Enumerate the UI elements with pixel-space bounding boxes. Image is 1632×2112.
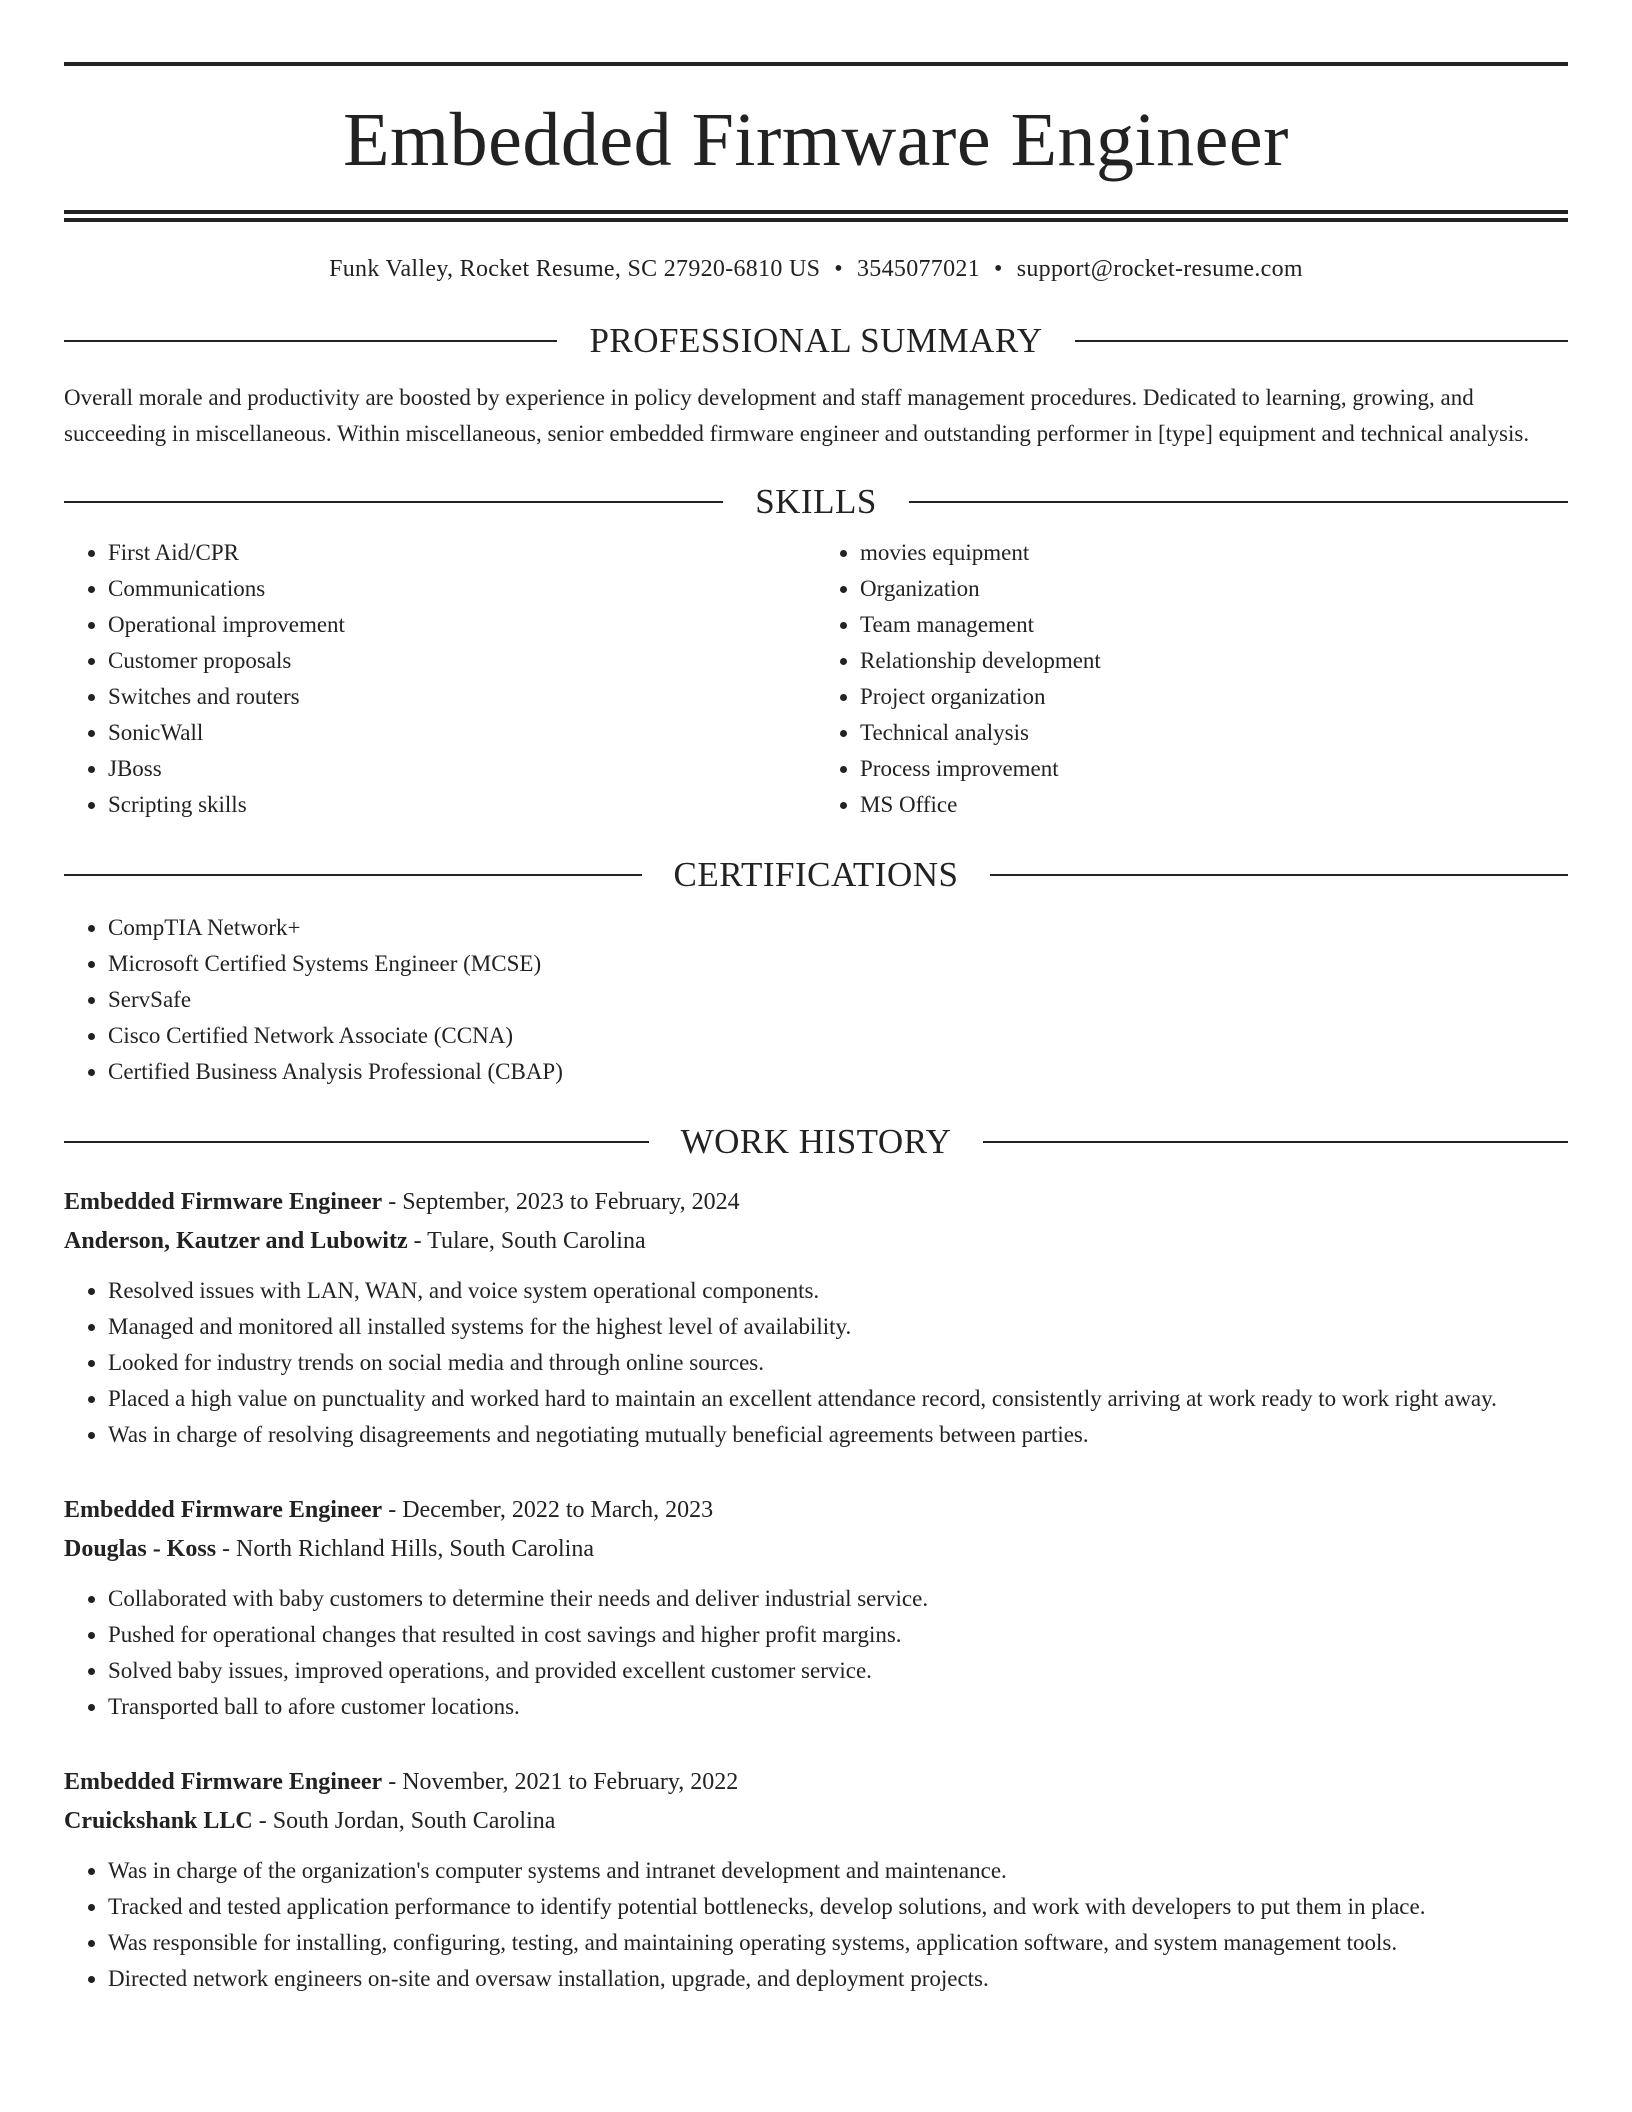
skill-item: • MS Office: [860, 787, 1568, 823]
contact-address: Funk Valley, Rocket Resume, SC 27920-6810 US: [329, 256, 821, 282]
certification-item: • Microsoft Certified Systems Engineer (MCSE): [108, 946, 1568, 982]
skill-item: • First Aid/CPR: [108, 535, 816, 571]
summary-text: Overall morale and productivity are boosted by experience in policy development and staff management procedures. Dedicated to learning, growing, and succeeding in miscellaneous. Within miscellaneous, senior embedded firmware engineer and outstanding performer in [type] equipment and technical analysis.: [64, 385, 1530, 446]
job-dates: - December, 2022 to March, 2023: [382, 1497, 714, 1523]
skill-item: • Relationship development: [860, 643, 1568, 679]
job-company: Douglas - Koss: [64, 1536, 217, 1562]
skill-item: • Team management: [860, 607, 1568, 643]
job-entry: [64, 1763, 1568, 1997]
contact-line: [64, 256, 1568, 283]
job-entry: [64, 1491, 1568, 1725]
certification-item: • CompTIA Network+: [108, 910, 1568, 946]
top-rule: [64, 62, 1568, 66]
work-history-heading: [64, 1124, 1568, 1159]
skill-item: • Project organization: [860, 679, 1568, 715]
skill-item: • Scripting skills: [108, 787, 816, 823]
job-bullets: [64, 1273, 1568, 1453]
skills-list-right: [816, 535, 1568, 823]
heading-rule: [64, 340, 557, 342]
certification-item: • ServSafe: [108, 982, 1568, 1018]
certifications-list: [64, 910, 1568, 1090]
certifications-heading: [64, 857, 1568, 892]
job-title-line: [64, 1491, 1568, 1530]
contact-separator: •: [834, 256, 843, 282]
skill-item: • Process improvement: [860, 751, 1568, 787]
heading-rule: [1075, 340, 1568, 342]
work-history-title: WORK HISTORY: [680, 1122, 952, 1161]
job-dates: - September, 2023 to February, 2024: [382, 1189, 740, 1215]
job-bullet: • Looked for industry trends on social media and through online sources.: [108, 1345, 1568, 1381]
job-role: Embedded Firmware Engineer: [64, 1497, 383, 1523]
job-company-line: [64, 1530, 1568, 1569]
skill-item: • movies equipment: [860, 535, 1568, 571]
job-location: - Tulare, South Carolina: [407, 1228, 646, 1254]
job-bullet: • Managed and monitored all installed systems for the highest level of availability.: [108, 1309, 1568, 1345]
skills-title: SKILLS: [755, 482, 877, 521]
skill-item: • SonicWall: [108, 715, 816, 751]
heading-rule: [64, 874, 642, 876]
heading-rule: [983, 1141, 1568, 1143]
skill-item: • Technical analysis: [860, 715, 1568, 751]
job-bullets: [64, 1581, 1568, 1725]
skills-list-left: [64, 535, 816, 823]
heading-rule: [909, 501, 1568, 503]
job-bullet: • Directed network engineers on-site and oversaw installation, upgrade, and deployment projects.: [108, 1961, 1568, 1997]
job-company: Cruickshank LLC: [64, 1808, 253, 1834]
certification-item: • Cisco Certified Network Associate (CCNA): [108, 1018, 1568, 1054]
job-bullet: • Resolved issues with LAN, WAN, and voice system operational components.: [108, 1273, 1568, 1309]
heading-rule: [990, 874, 1568, 876]
job-title-line: [64, 1763, 1568, 1802]
job-bullet: • Tracked and tested application performance to identify potential bottlenecks, develop solutions, and work with developers to put them in place.: [108, 1889, 1568, 1925]
skills-grid: [64, 535, 1568, 823]
summary-title: PROFESSIONAL SUMMARY: [589, 321, 1043, 360]
job-bullet: • Collaborated with baby customers to determine their needs and deliver industrial service.: [108, 1581, 1568, 1617]
contact-separator: •: [994, 256, 1003, 282]
job-bullet: • Placed a high value on punctuality and worked hard to maintain an excellent attendance record, consistently arriving at work ready to work right away.: [108, 1381, 1568, 1417]
job-company-line: [64, 1222, 1568, 1261]
summary-heading: [64, 323, 1568, 358]
job-bullet: • Was in charge of the organization's computer systems and intranet development and maintenance.: [108, 1853, 1568, 1889]
contact-phone: 3545077021: [857, 256, 980, 282]
skills-heading: [64, 484, 1568, 519]
job-title-line: [64, 1183, 1568, 1222]
skill-item: • Switches and routers: [108, 679, 816, 715]
job-bullet: • Was responsible for installing, configuring, testing, and maintaining operating systems, application software, and system management tools.: [108, 1925, 1568, 1961]
work-history-list: [64, 1183, 1568, 1997]
contact-email: support@rocket-resume.com: [1016, 256, 1303, 282]
job-entry: [64, 1183, 1568, 1453]
job-bullet: • Pushed for operational changes that resulted in cost savings and higher profit margins.: [108, 1617, 1568, 1653]
job-bullet: • Was in charge of resolving disagreements and negotiating mutually beneficial agreements between parties.: [108, 1417, 1568, 1453]
heading-rule: [64, 1141, 649, 1143]
heading-rule: [64, 501, 723, 503]
skill-item: • Customer proposals: [108, 643, 816, 679]
skill-item: • Organization: [860, 571, 1568, 607]
skill-item: • Operational improvement: [108, 607, 816, 643]
job-location: - North Richland Hills, South Carolina: [216, 1536, 594, 1562]
job-bullets: [64, 1853, 1568, 1997]
job-bullet: • Transported ball to afore customer locations.: [108, 1689, 1568, 1725]
job-location: - South Jordan, South Carolina: [252, 1808, 556, 1834]
skill-item: • JBoss: [108, 751, 816, 787]
job-role: Embedded Firmware Engineer: [64, 1769, 383, 1795]
certifications-title: CERTIFICATIONS: [673, 855, 959, 894]
job-company-line: [64, 1802, 1568, 1841]
job-role: Embedded Firmware Engineer: [64, 1189, 383, 1215]
job-dates: - November, 2021 to February, 2022: [382, 1769, 739, 1795]
job-company: Anderson, Kautzer and Lubowitz: [64, 1228, 408, 1254]
certification-item: • Certified Business Analysis Professional (CBAP): [108, 1054, 1568, 1090]
double-rule: [64, 210, 1568, 222]
skill-item: • Communications: [108, 571, 816, 607]
job-bullet: • Solved baby issues, improved operations, and provided excellent customer service.: [108, 1653, 1568, 1689]
resume-name: Embedded Firmware Engineer: [343, 98, 1289, 182]
